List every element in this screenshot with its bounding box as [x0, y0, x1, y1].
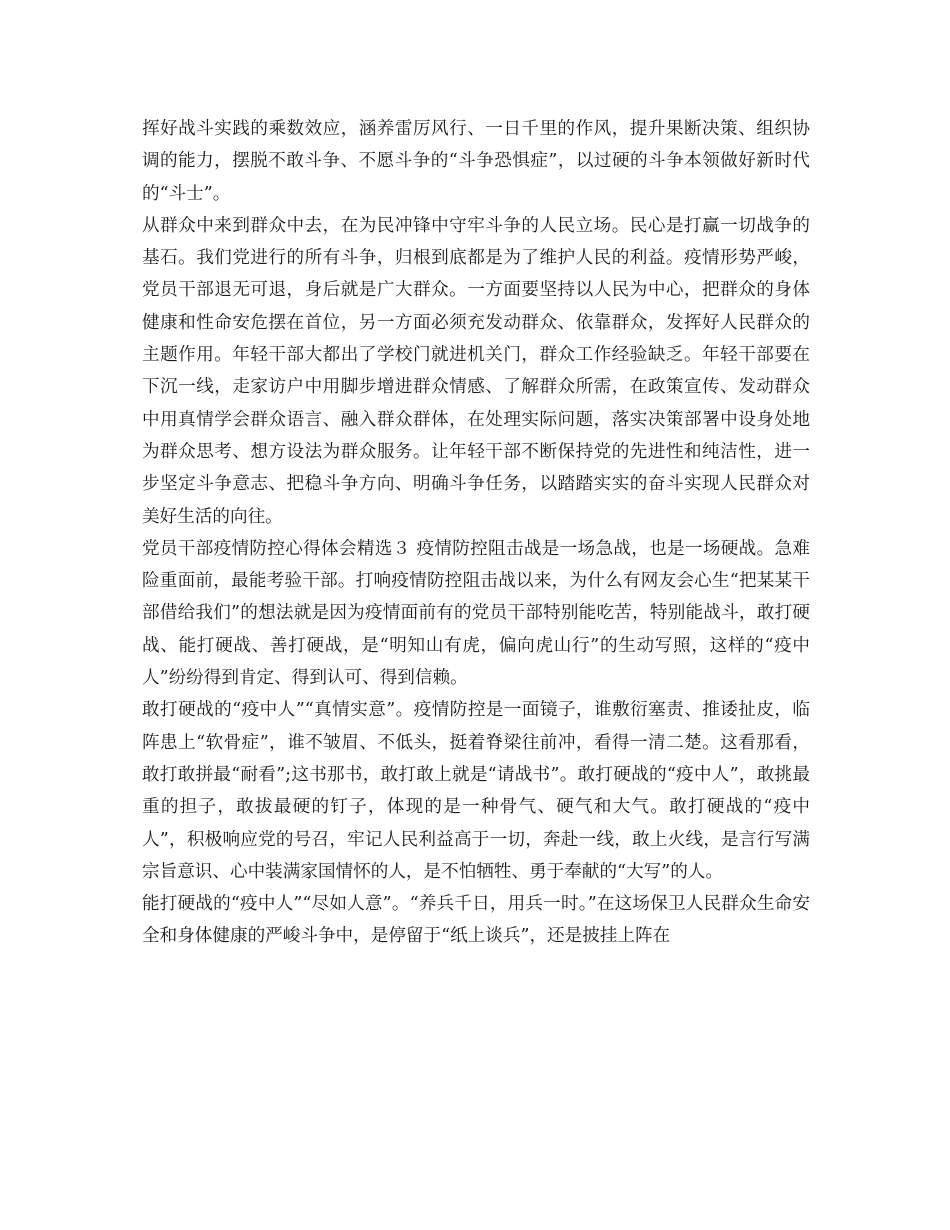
paragraph-5: 能打硬战的“疫中人”“尽如人意”。“养兵千日，用兵一时。”在这场保卫人民群众生命安全和身体健康的严峻斗争中，是停留于“纸上谈兵”，还是披挂上阵在: [142, 894, 810, 947]
paragraph-1: 挥好战斗实践的乘数效应，涵养雷厉风行、一日千里的作风，提升果断决策、组织协调的能力，摆脱不敢斗争、不愿斗争的“斗争恐惧症”，以过硬的斗争本领做好新时代的“斗士”。: [142, 119, 810, 204]
document-body: [142, 113, 810, 953]
paragraph-2: 从群众中来到群众中去，在为民冲锋中守牢斗争的人民立场。民心是打赢一切战争的基石。我们党进行的所有斗争，归根到底都是为了维护人民的利益。疫情形势严峻，党员干部退无可退，身后就是广大群众。一方面要坚持以人民为中心，把群众的身体健康和性命安危摆在首位，另一方面必须充发动群众、依靠群众，发挥好人民群众的主题作用。年轻干部大都出了学校门就进机关门，群众工作经验缺乏。年轻干部要在下沉一线，走家访户中用脚步增进群众情感、了解群众所需，在政策宣传、发动群众中用真情学会群众语言、融入群众群体，在处理实际问题，落实决策部署中设身处地为群众思考、想方设法为群众服务。让年轻干部不断保持党的先进性和纯洁性，进一步坚定斗争意志、把稳斗争方向、明确斗争任务，以踏踏实实的奋斗实现人民群众对美好生活的向往。: [142, 215, 810, 527]
paragraph-3: 党员干部疫情防控心得体会精选３ 疫情防控阻击战是一场急战，也是一场硬战。急难险重面前，最能考验干部。打响疫情防控阻击战以来，为什么有网友会心生“把某某干部借给我们”的想法就是因为疫情面前有的党员干部特别能吃苦，特别能战斗，敢打硬战、能打硬战、善打硬战，是“明知山有虎，偏向虎山行”的生动写照，这样的“疫中人”纷纷得到肯定、得到认可、得到信赖。: [142, 538, 810, 689]
paragraph-4: 敢打硬战的“疫中人”“真情实意”。疫情防控是一面镜子，谁敷衍塞责、推诿扯皮，临阵患上“软骨症”，谁不皱眉、不低头，挺着脊梁往前冲，看得一清二楚。这看那看，敢打敢拼最“耐看”;这书那书，敢打敢上就是“请战书”。敢打硬战的“疫中人”，敢挑最重的担子，敢拔最硬的钉子，体现的是一种骨气、硬气和大气。敢打硬战的“疫中人”，积极响应党的号召，牢记人民利益高于一切，奔赴一线，敢上火线，是言行写满宗旨意识、心中装满家国情怀的人，是不怕牺牲、勇于奉献的“大写”的人。: [142, 700, 810, 882]
